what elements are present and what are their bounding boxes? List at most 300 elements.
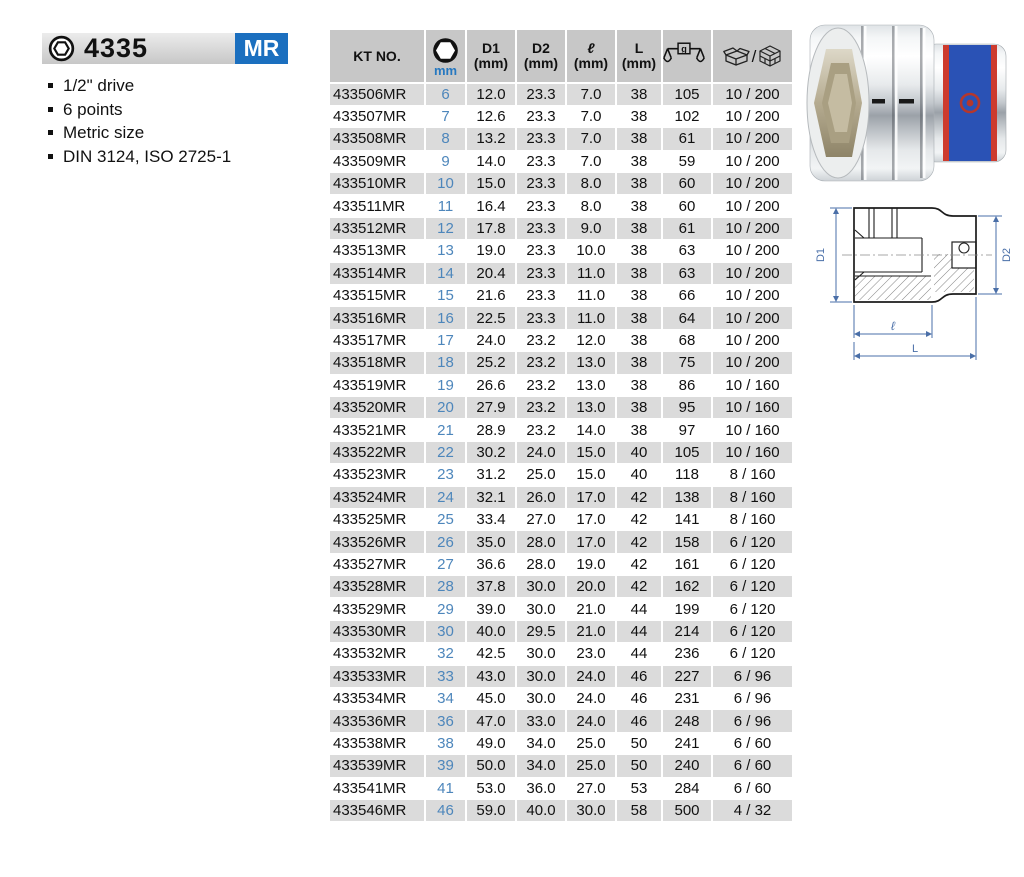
product-header [42, 33, 288, 64]
master-carton-icon [758, 45, 782, 67]
packing-cell: 6 / 96 [712, 665, 792, 687]
d1-cell: 26.6 [466, 374, 516, 396]
l-small-cell: 15.0 [566, 464, 616, 486]
weight-cell: 158 [662, 531, 712, 553]
size-mm-cell: 29 [425, 598, 466, 620]
l-big-cell: 42 [616, 508, 662, 530]
d2-cell: 26.0 [516, 486, 566, 508]
d2-cell: 34.0 [516, 732, 566, 754]
table-row [330, 688, 792, 710]
feature-item: 6 points [48, 98, 231, 122]
packing-cell: 8 / 160 [712, 486, 792, 508]
table-row [330, 352, 792, 374]
d2-cell: 23.3 [516, 217, 566, 239]
table-row [330, 307, 792, 329]
kt-no-cell: 433527MR [330, 553, 425, 575]
d1-cell: 59.0 [466, 800, 516, 822]
size-unit-label: mm [433, 62, 458, 78]
weight-cell: 500 [662, 800, 712, 822]
l-small-cell: 8.0 [566, 173, 616, 195]
d2-cell: 30.0 [516, 665, 566, 687]
size-mm-cell: 12 [425, 217, 466, 239]
d2-cell: 33.0 [516, 710, 566, 732]
kt-no-cell: 433516MR [330, 307, 425, 329]
d2-cell: 30.0 [516, 598, 566, 620]
d2-cell: 27.0 [516, 508, 566, 530]
l-small-cell: 25.0 [566, 732, 616, 754]
table-row [330, 531, 792, 553]
table-row [330, 173, 792, 195]
weight-cell: 59 [662, 150, 712, 172]
size-mm-cell: 39 [425, 755, 466, 777]
table-row [330, 710, 792, 732]
d2-cell: 24.0 [516, 441, 566, 463]
size-mm-cell: 26 [425, 531, 466, 553]
diagram-d2-label: D2 [1001, 247, 1013, 263]
weight-cell: 199 [662, 598, 712, 620]
l-small-cell: 15.0 [566, 441, 616, 463]
l-big-cell: 46 [616, 688, 662, 710]
d2-cell: 34.0 [516, 755, 566, 777]
table-row [330, 396, 792, 418]
l-big-cell: 38 [616, 285, 662, 307]
table-row [330, 374, 792, 396]
d1-cell: 36.6 [466, 553, 516, 575]
table-row [330, 464, 792, 486]
size-mm-cell: 9 [425, 150, 466, 172]
weight-cell: 86 [662, 374, 712, 396]
l-small-cell: 21.0 [566, 598, 616, 620]
d1-cell: 28.9 [466, 419, 516, 441]
l-small-cell: 24.0 [566, 688, 616, 710]
l-big-cell: 58 [616, 800, 662, 822]
l-big-cell: 44 [616, 643, 662, 665]
size-mm-cell: 27 [425, 553, 466, 575]
packing-cell: 6 / 60 [712, 777, 792, 799]
balance-scale-icon [663, 42, 711, 70]
d2-cell: 23.3 [516, 285, 566, 307]
table-row [330, 777, 792, 799]
col-header-kt-no: KT NO. [330, 30, 425, 83]
table-row [330, 195, 792, 217]
kt-no-cell: 433546MR [330, 800, 425, 822]
d1-cell: 22.5 [466, 307, 516, 329]
l-small-cell: 30.0 [566, 800, 616, 822]
size-mm-cell: 36 [425, 710, 466, 732]
d2-cell: 30.0 [516, 576, 566, 598]
size-mm-cell: 33 [425, 665, 466, 687]
packing-cell: 6 / 96 [712, 688, 792, 710]
l-big-cell: 42 [616, 553, 662, 575]
weight-cell: 60 [662, 195, 712, 217]
kt-no-cell: 433515MR [330, 285, 425, 307]
col-header-d1: D1 (mm) [466, 30, 516, 83]
weight-cell: 227 [662, 665, 712, 687]
size-mm-cell: 24 [425, 486, 466, 508]
weight-cell: 241 [662, 732, 712, 754]
l-small-cell: 8.0 [566, 195, 616, 217]
packing-cell: 6 / 96 [712, 710, 792, 732]
l-small-cell: 17.0 [566, 486, 616, 508]
inner-box-icon [723, 46, 750, 67]
feature-item: DIN 3124, ISO 2725-1 [48, 145, 231, 169]
l-small-cell: 11.0 [566, 262, 616, 284]
spec-table-body [330, 83, 792, 822]
table-row [330, 150, 792, 172]
d1-cell: 24.0 [466, 329, 516, 351]
table-row [330, 508, 792, 530]
kt-no-cell: 433507MR [330, 105, 425, 127]
diagram-l-big-label: L [911, 343, 919, 355]
packing-cell: 10 / 200 [712, 105, 792, 127]
size-mm-cell: 38 [425, 732, 466, 754]
d2-cell: 36.0 [516, 777, 566, 799]
d1-cell: 39.0 [466, 598, 516, 620]
col-header-weight [662, 30, 712, 83]
weight-cell: 141 [662, 508, 712, 530]
d2-cell: 23.3 [516, 105, 566, 127]
size-mm-cell: 20 [425, 396, 466, 418]
l-big-cell: 38 [616, 83, 662, 105]
l-big-cell: 38 [616, 329, 662, 351]
size-mm-cell: 17 [425, 329, 466, 351]
page-title: 4335 [84, 33, 149, 63]
l-big-cell: 38 [616, 262, 662, 284]
l-small-cell: 7.0 [566, 128, 616, 150]
kt-no-cell: 433528MR [330, 576, 425, 598]
l-small-cell: 20.0 [566, 576, 616, 598]
weight-cell: 63 [662, 240, 712, 262]
packing-cell: 6 / 120 [712, 553, 792, 575]
l-small-cell: 17.0 [566, 508, 616, 530]
size-mm-cell: 30 [425, 620, 466, 642]
size-mm-cell: 13 [425, 240, 466, 262]
d1-cell: 49.0 [466, 732, 516, 754]
weight-cell: 214 [662, 620, 712, 642]
weight-cell: 138 [662, 486, 712, 508]
packing-cell: 10 / 200 [712, 352, 792, 374]
d2-cell: 30.0 [516, 688, 566, 710]
l-small-cell: 10.0 [566, 240, 616, 262]
table-row [330, 643, 792, 665]
packing-cell: 8 / 160 [712, 508, 792, 530]
size-mm-cell: 23 [425, 464, 466, 486]
weight-cell: 236 [662, 643, 712, 665]
size-mm-cell: 21 [425, 419, 466, 441]
col-header-l-big: L (mm) [616, 30, 662, 83]
kt-no-cell: 433522MR [330, 441, 425, 463]
l-big-cell: 53 [616, 777, 662, 799]
size-mm-cell: 16 [425, 307, 466, 329]
table-row [330, 419, 792, 441]
packing-cell: 6 / 120 [712, 620, 792, 642]
product-photo [798, 20, 1014, 186]
packing-cell: 10 / 200 [712, 217, 792, 239]
kt-no-cell: 433530MR [330, 620, 425, 642]
l-small-cell: 13.0 [566, 396, 616, 418]
diagram-l-small-label: ℓ [891, 319, 895, 333]
size-mm-cell: 34 [425, 688, 466, 710]
table-row [330, 598, 792, 620]
d1-cell: 53.0 [466, 777, 516, 799]
dimension-diagram [806, 192, 1019, 372]
size-mm-cell: 15 [425, 285, 466, 307]
kt-no-cell: 433512MR [330, 217, 425, 239]
table-row [330, 329, 792, 351]
weight-cell: 240 [662, 755, 712, 777]
l-big-cell: 46 [616, 665, 662, 687]
table-row [330, 553, 792, 575]
kt-no-cell: 433509MR [330, 150, 425, 172]
kt-no-cell: 433534MR [330, 688, 425, 710]
kt-no-cell: 433541MR [330, 777, 425, 799]
d2-cell: 25.0 [516, 464, 566, 486]
table-row [330, 732, 792, 754]
table-row [330, 217, 792, 239]
l-big-cell: 38 [616, 396, 662, 418]
table-row [330, 665, 792, 687]
size-mm-cell: 25 [425, 508, 466, 530]
d2-cell: 23.2 [516, 329, 566, 351]
weight-cell: 68 [662, 329, 712, 351]
packing-cell: 8 / 160 [712, 464, 792, 486]
table-header-row [330, 30, 792, 83]
size-mm-cell: 18 [425, 352, 466, 374]
kt-no-cell: 433529MR [330, 598, 425, 620]
hex-socket-in-circle-icon [48, 35, 75, 62]
d1-cell: 33.4 [466, 508, 516, 530]
l-big-cell: 38 [616, 105, 662, 127]
d2-cell: 23.2 [516, 396, 566, 418]
l-small-cell: 13.0 [566, 352, 616, 374]
size-mm-cell: 19 [425, 374, 466, 396]
packing-cell: 6 / 120 [712, 531, 792, 553]
weight-cell: 105 [662, 83, 712, 105]
packing-cell: 10 / 200 [712, 173, 792, 195]
d2-cell: 28.0 [516, 553, 566, 575]
packing-cell: 10 / 200 [712, 307, 792, 329]
kt-no-cell: 433524MR [330, 486, 425, 508]
d1-cell: 47.0 [466, 710, 516, 732]
l-big-cell: 38 [616, 419, 662, 441]
weight-cell: 64 [662, 307, 712, 329]
size-mm-cell: 46 [425, 800, 466, 822]
table-row [330, 83, 792, 105]
weight-cell: 102 [662, 105, 712, 127]
d1-cell: 45.0 [466, 688, 516, 710]
size-mm-cell: 14 [425, 262, 466, 284]
table-row [330, 262, 792, 284]
weight-cell: 162 [662, 576, 712, 598]
col-header-packing [712, 30, 792, 83]
d1-cell: 20.4 [466, 262, 516, 284]
kt-no-cell: 433533MR [330, 665, 425, 687]
hex-socket-icon [432, 37, 459, 64]
packing-cell: 4 / 32 [712, 800, 792, 822]
l-small-cell: 7.0 [566, 83, 616, 105]
d2-cell: 40.0 [516, 800, 566, 822]
l-small-cell: 11.0 [566, 307, 616, 329]
table-row [330, 285, 792, 307]
packing-cell: 10 / 200 [712, 195, 792, 217]
l-small-cell: 9.0 [566, 217, 616, 239]
feature-item: 1/2" drive [48, 74, 231, 98]
d2-cell: 23.3 [516, 173, 566, 195]
kt-no-cell: 433521MR [330, 419, 425, 441]
kt-no-cell: 433518MR [330, 352, 425, 374]
packing-cell: 10 / 200 [712, 240, 792, 262]
kt-no-cell: 433526MR [330, 531, 425, 553]
l-small-cell: 27.0 [566, 777, 616, 799]
d1-cell: 27.9 [466, 396, 516, 418]
l-big-cell: 38 [616, 240, 662, 262]
kt-no-cell: 433513MR [330, 240, 425, 262]
d1-cell: 17.8 [466, 217, 516, 239]
kt-no-cell: 433538MR [330, 732, 425, 754]
packing-cell: 10 / 200 [712, 83, 792, 105]
d2-cell: 23.3 [516, 240, 566, 262]
l-big-cell: 50 [616, 732, 662, 754]
d1-cell: 21.6 [466, 285, 516, 307]
size-mm-cell: 6 [425, 83, 466, 105]
d1-cell: 43.0 [466, 665, 516, 687]
kt-no-cell: 433517MR [330, 329, 425, 351]
table-row [330, 105, 792, 127]
d1-cell: 25.2 [466, 352, 516, 374]
d1-cell: 15.0 [466, 173, 516, 195]
d2-cell: 23.3 [516, 307, 566, 329]
packing-cell: 10 / 200 [712, 128, 792, 150]
table-row [330, 620, 792, 642]
kt-no-cell: 433510MR [330, 173, 425, 195]
l-small-cell: 13.0 [566, 374, 616, 396]
weight-cell: 95 [662, 396, 712, 418]
col-header-size [425, 30, 466, 83]
l-small-cell: 17.0 [566, 531, 616, 553]
l-small-cell: 24.0 [566, 710, 616, 732]
d1-cell: 42.5 [466, 643, 516, 665]
col-header-l-small: ℓ (mm) [566, 30, 616, 83]
svg-text:g: g [681, 43, 687, 54]
size-mm-cell: 32 [425, 643, 466, 665]
kt-no-cell: 433514MR [330, 262, 425, 284]
kt-no-cell: 433539MR [330, 755, 425, 777]
l-big-cell: 38 [616, 173, 662, 195]
l-small-cell: 19.0 [566, 553, 616, 575]
l-small-cell: 24.0 [566, 665, 616, 687]
l-big-cell: 38 [616, 352, 662, 374]
d1-cell: 14.0 [466, 150, 516, 172]
weight-cell: 284 [662, 777, 712, 799]
feature-item: Metric size [48, 121, 231, 145]
d2-cell: 23.3 [516, 83, 566, 105]
size-mm-cell: 11 [425, 195, 466, 217]
packing-cell: 10 / 160 [712, 396, 792, 418]
d1-cell: 16.4 [466, 195, 516, 217]
l-big-cell: 42 [616, 576, 662, 598]
weight-cell: 248 [662, 710, 712, 732]
d1-cell: 35.0 [466, 531, 516, 553]
kt-no-cell: 433532MR [330, 643, 425, 665]
spec-table [330, 30, 792, 822]
kt-no-cell: 433523MR [330, 464, 425, 486]
weight-cell: 105 [662, 441, 712, 463]
weight-cell: 63 [662, 262, 712, 284]
l-big-cell: 42 [616, 486, 662, 508]
packing-cell: 10 / 160 [712, 441, 792, 463]
col-header-d2: D2 (mm) [516, 30, 566, 83]
table-row [330, 486, 792, 508]
packing-cell: 10 / 200 [712, 329, 792, 351]
d1-cell: 12.0 [466, 83, 516, 105]
size-mm-cell: 28 [425, 576, 466, 598]
packing-cell: 10 / 200 [712, 150, 792, 172]
d2-cell: 23.2 [516, 419, 566, 441]
packing-cell: 10 / 160 [712, 374, 792, 396]
l-small-cell: 7.0 [566, 150, 616, 172]
size-mm-cell: 41 [425, 777, 466, 799]
kt-no-cell: 433506MR [330, 83, 425, 105]
d2-cell: 23.2 [516, 374, 566, 396]
weight-cell: 97 [662, 419, 712, 441]
diagram-d1-label: D1 [815, 247, 827, 263]
d2-cell: 23.3 [516, 195, 566, 217]
weight-cell: 231 [662, 688, 712, 710]
size-mm-cell: 8 [425, 128, 466, 150]
packing-cell: 10 / 160 [712, 419, 792, 441]
d1-cell: 30.2 [466, 441, 516, 463]
d1-cell: 31.2 [466, 464, 516, 486]
d1-cell: 19.0 [466, 240, 516, 262]
table-row [330, 128, 792, 150]
l-small-cell: 12.0 [566, 329, 616, 351]
table-row [330, 800, 792, 822]
l-big-cell: 38 [616, 217, 662, 239]
l-small-cell: 23.0 [566, 643, 616, 665]
d1-cell: 37.8 [466, 576, 516, 598]
packing-cell: 6 / 120 [712, 643, 792, 665]
table-row [330, 755, 792, 777]
d2-cell: 23.3 [516, 262, 566, 284]
weight-cell: 75 [662, 352, 712, 374]
l-small-cell: 21.0 [566, 620, 616, 642]
weight-cell: 118 [662, 464, 712, 486]
l-big-cell: 46 [616, 710, 662, 732]
kt-no-cell: 433519MR [330, 374, 425, 396]
d1-cell: 32.1 [466, 486, 516, 508]
packing-cell: 6 / 60 [712, 755, 792, 777]
kt-no-cell: 433508MR [330, 128, 425, 150]
packing-cell: 10 / 200 [712, 262, 792, 284]
packing-cell: 10 / 200 [712, 285, 792, 307]
kt-no-cell: 433525MR [330, 508, 425, 530]
l-big-cell: 40 [616, 464, 662, 486]
size-mm-cell: 22 [425, 441, 466, 463]
kt-no-cell: 433511MR [330, 195, 425, 217]
l-small-cell: 11.0 [566, 285, 616, 307]
d1-cell: 12.6 [466, 105, 516, 127]
l-small-cell: 7.0 [566, 105, 616, 127]
kt-no-cell: 433520MR [330, 396, 425, 418]
table-row [330, 441, 792, 463]
series-badge: MR [235, 33, 288, 64]
table-row [330, 240, 792, 262]
l-big-cell: 40 [616, 441, 662, 463]
l-big-cell: 42 [616, 531, 662, 553]
weight-cell: 161 [662, 553, 712, 575]
size-mm-cell: 7 [425, 105, 466, 127]
d2-cell: 29.5 [516, 620, 566, 642]
